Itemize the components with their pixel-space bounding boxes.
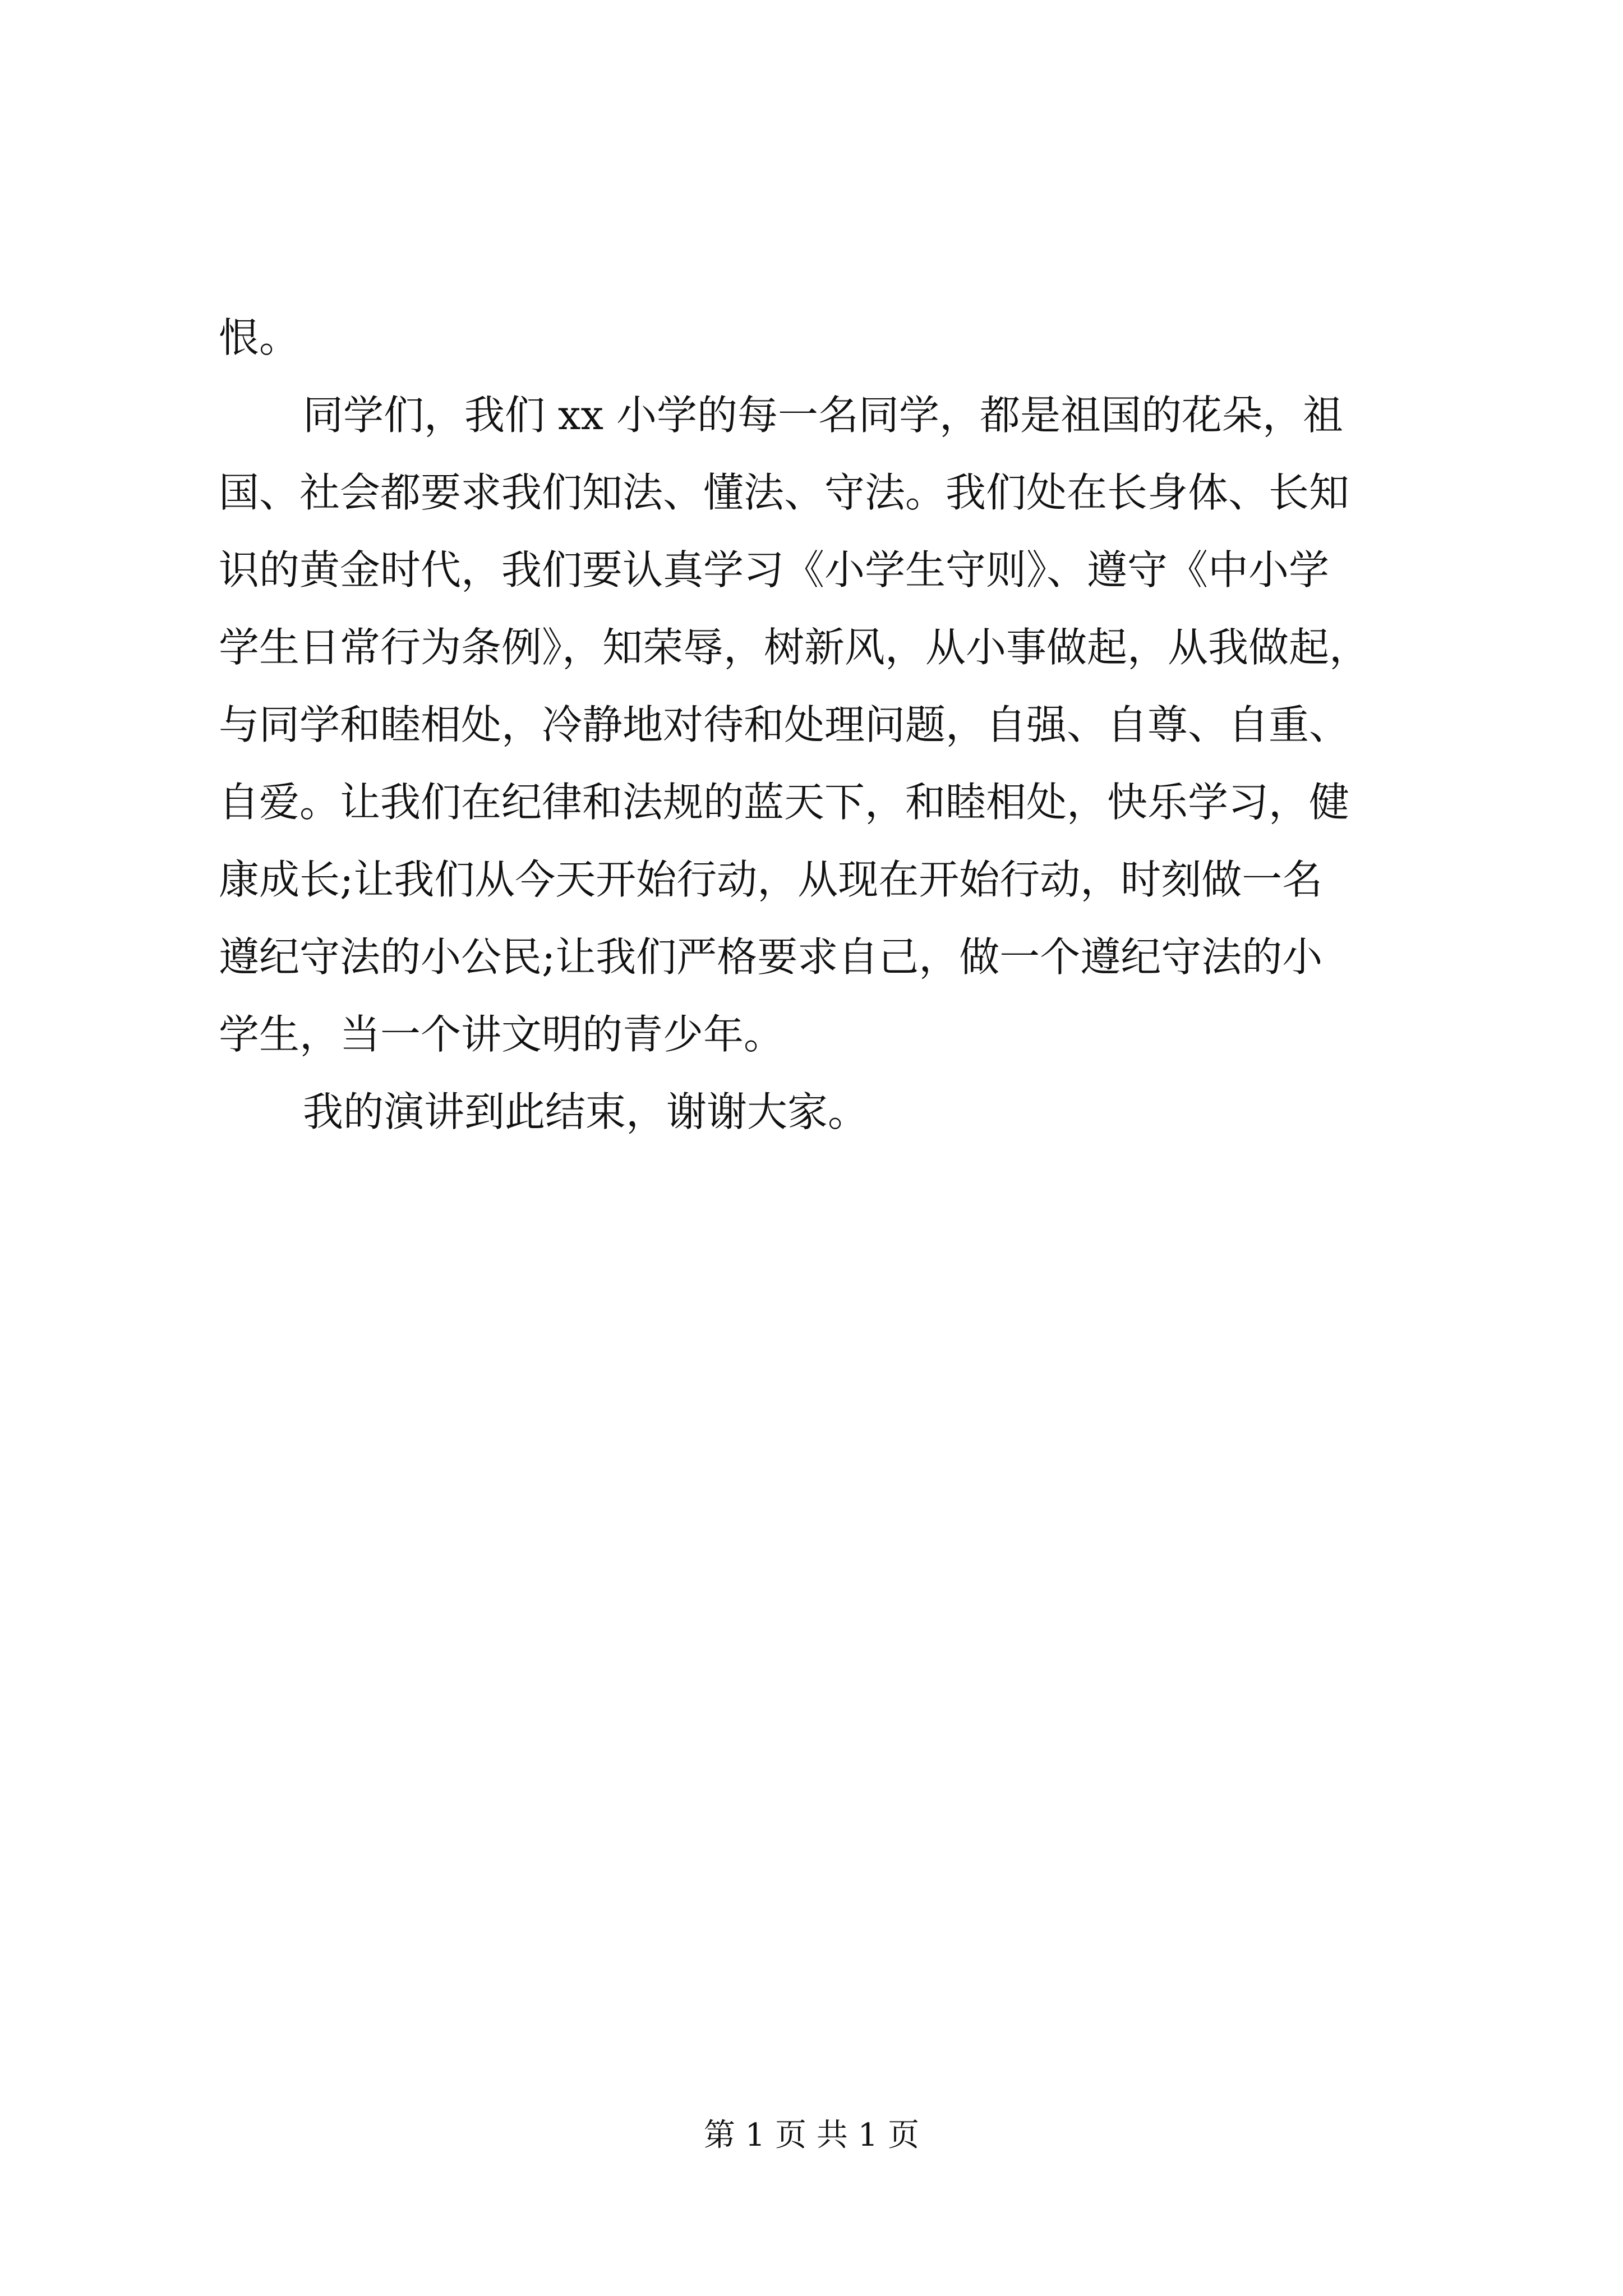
text-line: 与同学和睦相处，冷静地对待和处理问题，自强、自尊、自重、: [219, 701, 1350, 748]
text-line: 康成长;让我们从今天开始行动，从现在开始行动，时刻做一名: [219, 856, 1323, 903]
text-line: 自爱。让我们在纪律和法规的蓝天下，和睦相处，快乐学习，健: [219, 779, 1350, 826]
text-line: 恨。: [219, 314, 300, 361]
closing-paragraph: 我的演讲到此结束，谢谢大家。: [303, 1088, 869, 1135]
page-footer: 第 1 页 共 1 页: [703, 2117, 920, 2154]
text-line: 学生，当一个讲文明的青少年。: [219, 1011, 785, 1058]
text-line: 识的黄金时代，我们要认真学习《小学生守则》、遵守《中小学: [219, 546, 1330, 593]
paragraph-first-line: 同学们，我们 xx 小学的每一名同学，都是祖国的花朵，祖: [303, 392, 1343, 439]
text-line: 国、社会都要求我们知法、懂法、守法。我们处在长身体、长知: [219, 469, 1350, 516]
text-line: 遵纪守法的小公民;让我们严格要求自己，做一个遵纪守法的小: [219, 933, 1323, 981]
text-line: 学生日常行为条例》，知荣辱，树新风，从小事做起，从我做起，: [219, 624, 1370, 671]
